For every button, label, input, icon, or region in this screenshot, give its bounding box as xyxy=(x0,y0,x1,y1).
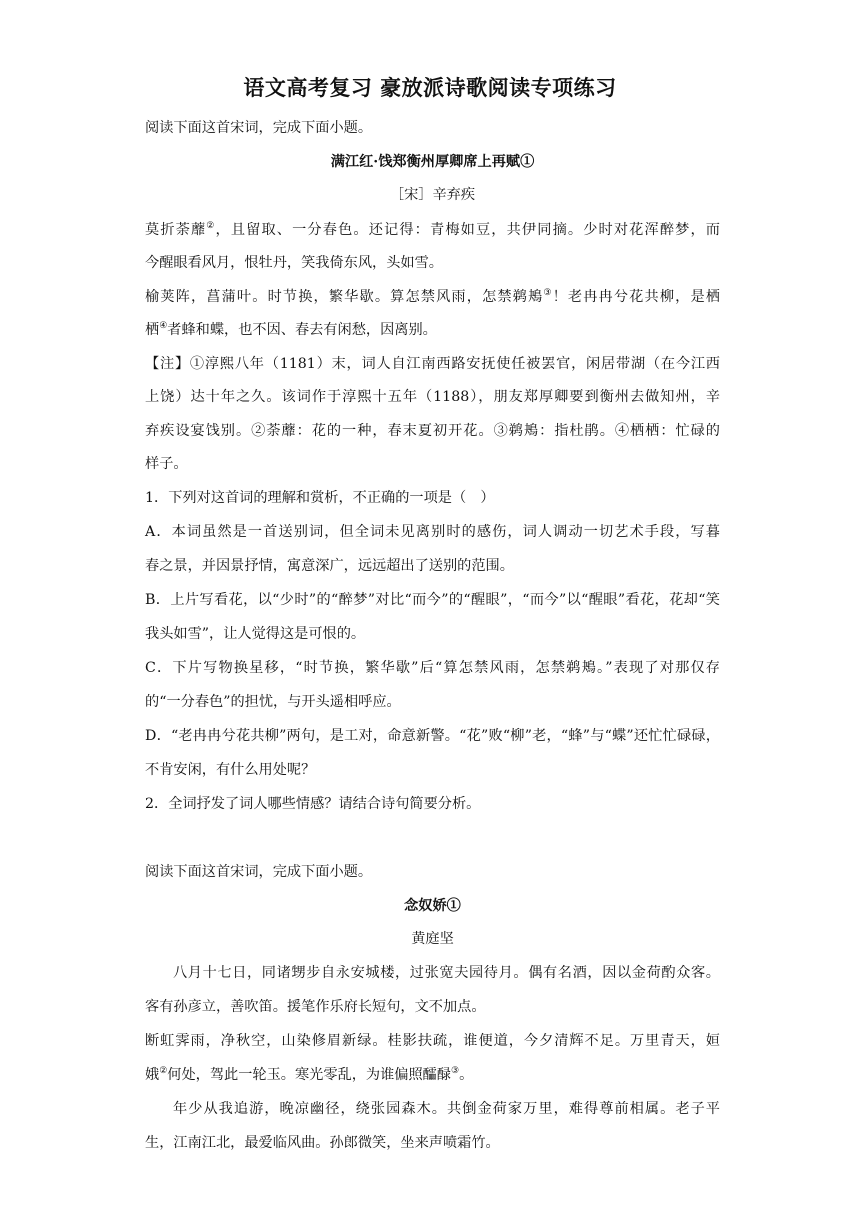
section1-note-line: 上饶）达十年之久。该词作于淳熙十五年（1188），朋友郑厚卿要到衡州去做知州，辛 xyxy=(145,389,720,405)
section1-poem-title: 满江红·饯郑衡州厚卿席上再赋① xyxy=(330,154,535,170)
section1-poem-line: 栖④者蜂和蝶，也不因、春去有闲愁，因离别。 xyxy=(145,321,437,338)
footnote-marker: ② xyxy=(159,1066,168,1076)
question-1-option-d: D．“老冉冉兮花共柳”两句，是工对，命意新警。“花”败“柳”老，“蜂”与“蝶”还忙忙碌碌， xyxy=(145,728,720,744)
section1-note-line: 【注】①淳熙八年（1181）末，词人自江南西路安抚使任被罢官，闲居带湖（在今江西 xyxy=(145,356,720,372)
section2-preface-line: 八月十七日，同诸甥步自永安城楼，过张宽夫园待月。偶有名酒，因以金荷酌众客。 xyxy=(173,965,720,981)
question-1-option-a: 春之景，并因景抒情，寓意深广，远远超出了送别的范围。 xyxy=(145,558,514,574)
question-1-option-c: 的“一分春色”的担忧，与开头遥相呼应。 xyxy=(145,694,401,710)
section1-note-line: 样子。 xyxy=(145,456,188,472)
footnote-marker: ③ xyxy=(451,1066,460,1076)
section1-poem-line: 莫折荼蘼②，且留取、一分春色。还记得：青梅如豆，共伊同摘。少时对花浑醉梦，而 xyxy=(145,221,720,238)
footnote-marker: ③ xyxy=(543,288,553,298)
question-1-stem: 1．下列对这首词的理解和赏析，不正确的一项是（ ） xyxy=(145,490,495,506)
footnote-marker: ② xyxy=(206,221,216,231)
section2-author: 黄庭坚 xyxy=(411,931,454,947)
question-1-option-b: 我头如雪”，让人觉得这是可恨的。 xyxy=(145,626,366,642)
section2-poem-line: 年少从我追游，晚凉幽径，绕张园森木。共倒金荷家万里，难得尊前相属。老子平 xyxy=(173,1101,720,1117)
question-1-option-a: A．本词虽然是一首送别词，但全词未见离别时的感伤，词人调动一切艺术手段，写暮 xyxy=(145,524,720,540)
section2-poem-title: 念奴娇① xyxy=(404,898,461,914)
question-2: 2．全词抒发了词人哪些情感？请结合诗句简要分析。 xyxy=(145,796,481,812)
section2-poem-line: 断虹霁雨，净秋空，山染修眉新绿。桂影扶疏，谁便道，今夕清辉不足。万里青天，姮 xyxy=(145,1033,720,1049)
section1-note-line: 弃疾设宴饯别。②荼蘼：花的一种，春末夏初开花。③鹈鴂：指杜鹃。④栖栖：忙碌的 xyxy=(145,423,720,439)
section2-instruction: 阅读下面这首宋词，完成下面小题。 xyxy=(145,864,373,880)
section2-poem-line: 生，江南江北，最爱临风曲。孙郎微笑，坐来声喷霜竹。 xyxy=(145,1135,500,1151)
section1-instruction: 阅读下面这首宋词，完成下面小题。 xyxy=(145,120,373,136)
section1-poem-line: 榆荚阵，菖蒲叶。时节换，繁华歇。算怎禁风雨，怎禁鹈鴂③！老冉冉兮花共柳，是栖 xyxy=(145,288,720,305)
footnote-marker: ④ xyxy=(159,321,168,331)
section2-preface-line: 客有孙彦立，善吹笛。援笔作乐府长短句，文不加点。 xyxy=(145,999,486,1015)
section1-poem-line: 今醒眼看风月，恨牡丹，笑我倚东风，头如雪。 xyxy=(145,255,443,271)
section2-poem-line: 娥②何处，驾此一轮玉。寒光零乱，为谁偏照醽醁③。 xyxy=(145,1066,474,1083)
page-title: 语文高考复习 豪放派诗歌阅读专项练习 xyxy=(243,76,617,100)
question-1-option-c: C．下片写物换星移，“时节换，繁华歇”后“算怎禁风雨，怎禁鹈鴂。”表现了对那仅存 xyxy=(145,660,720,676)
question-1-option-d: 不肯安闲，有什么用处呢？ xyxy=(145,762,316,778)
section1-author: ［宋］辛弃疾 xyxy=(389,187,476,203)
question-1-option-b: B．上片写看花，以“少时”的“醉梦”对比“而今”的“醒眼”，“而今”以“醒眼”看花，花却“笑 xyxy=(145,592,720,608)
